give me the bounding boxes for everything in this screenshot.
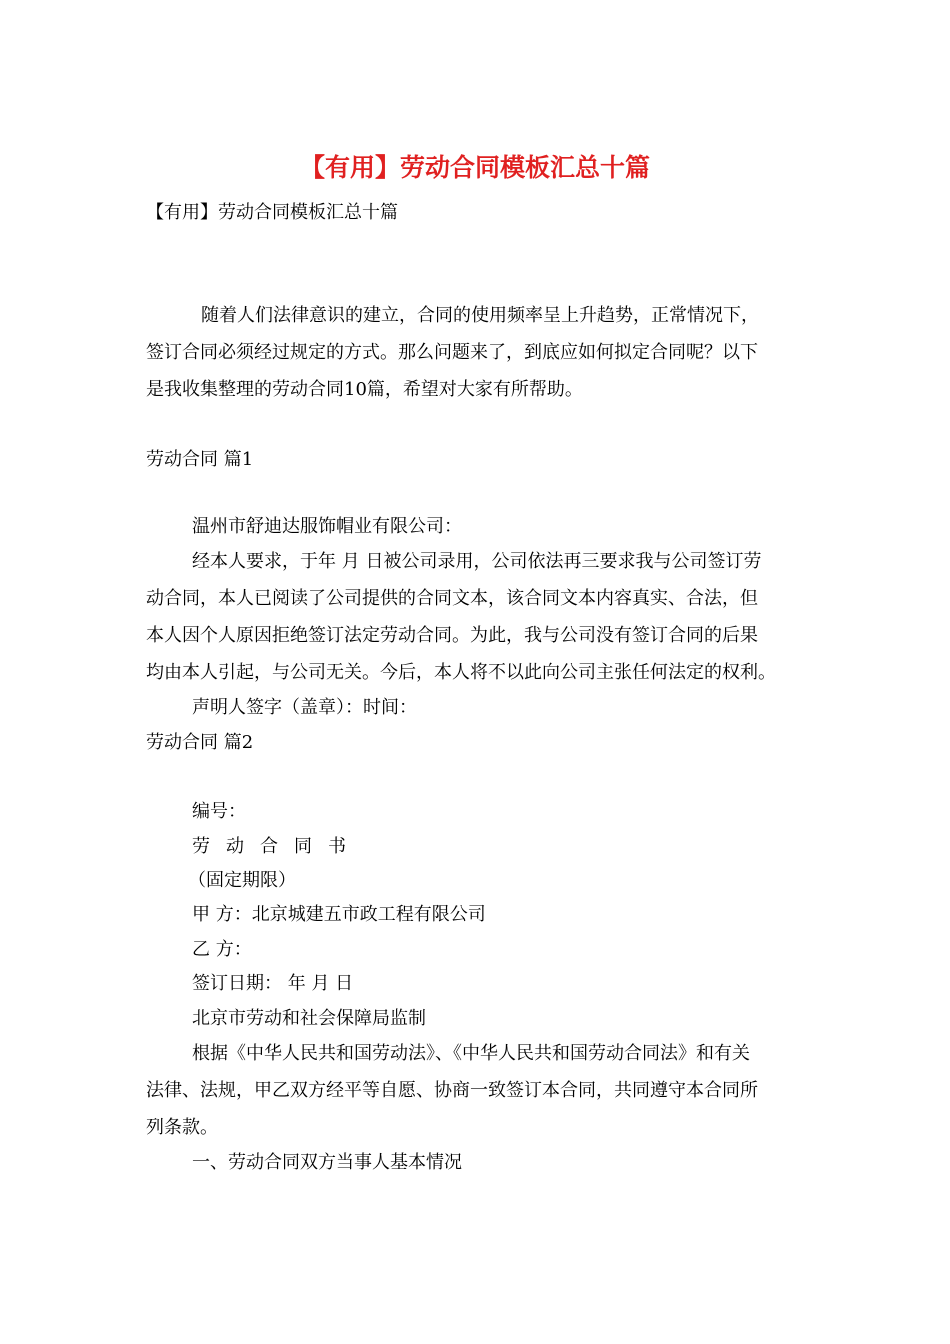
section-2-party-b: 乙 方： [192,939,252,960]
section-1-body-line-2: 动合同，本人已阅读了公司提供的合同文本，该合同文本内容真实、合法，但 [146,588,758,609]
section-2-contract-title: 劳动合同书 [192,836,362,857]
section-1-body-line-3: 本人因个人原因拒绝签订法定劳动合同。为此，我与公司没有签订合同的后果 [146,625,758,646]
section-2-supervisor: 北京市劳动和社会保障局监制 [192,1008,426,1029]
section-1-heading: 劳动合同 篇1 [146,449,254,470]
section-2-term: （固定期限） [188,870,296,891]
section-2-basis-line-1: 根据《中华人民共和国劳动法》、《中华人民共和国劳动合同法》和有关 [192,1043,750,1064]
section-1-signature: 声明人签字（盖章）：时间： [192,697,417,718]
section-2-clause-1: 一、劳动合同双方当事人基本情况 [192,1152,462,1173]
section-2-basis-line-3: 列条款。 [146,1117,218,1138]
section-2-sign-date: 签订日期： 年 月 日 [192,973,354,994]
intro-line-2: 签订合同必须经过规定的方式。那么问题来了，到底应如何拟定合同呢？以下 [146,342,758,363]
section-1-addressee: 温州市舒迪达服饰帽业有限公司： [192,516,462,537]
section-2-number-label: 编号： [192,801,246,822]
section-2-party-a: 甲 方：北京城建五市政工程有限公司 [192,904,486,925]
section-2-basis-line-2: 法律、法规，甲乙双方经平等自愿、协商一致签订本合同，共同遵守本合同所 [146,1080,758,1101]
document-title: 【有用】劳动合同模板汇总十篇 [299,153,650,182]
intro-line-1: 随着人们法律意识的建立，合同的使用频率呈上升趋势，正常情况下， [201,305,759,326]
section-1-body-line-1: 经本人要求，于年 月 日被公司录用，公司依法再三要求我与公司签订劳 [192,551,762,572]
document-subtitle: 【有用】劳动合同模板汇总十篇 [146,202,398,223]
section-2-heading: 劳动合同 篇2 [146,732,254,753]
section-1-body-line-4: 均由本人引起，与公司无关。今后，本人将不以此向公司主张任何法定的权利。 [146,662,776,683]
intro-line-3: 是我收集整理的劳动合同10篇，希望对大家有所帮助。 [146,379,583,400]
